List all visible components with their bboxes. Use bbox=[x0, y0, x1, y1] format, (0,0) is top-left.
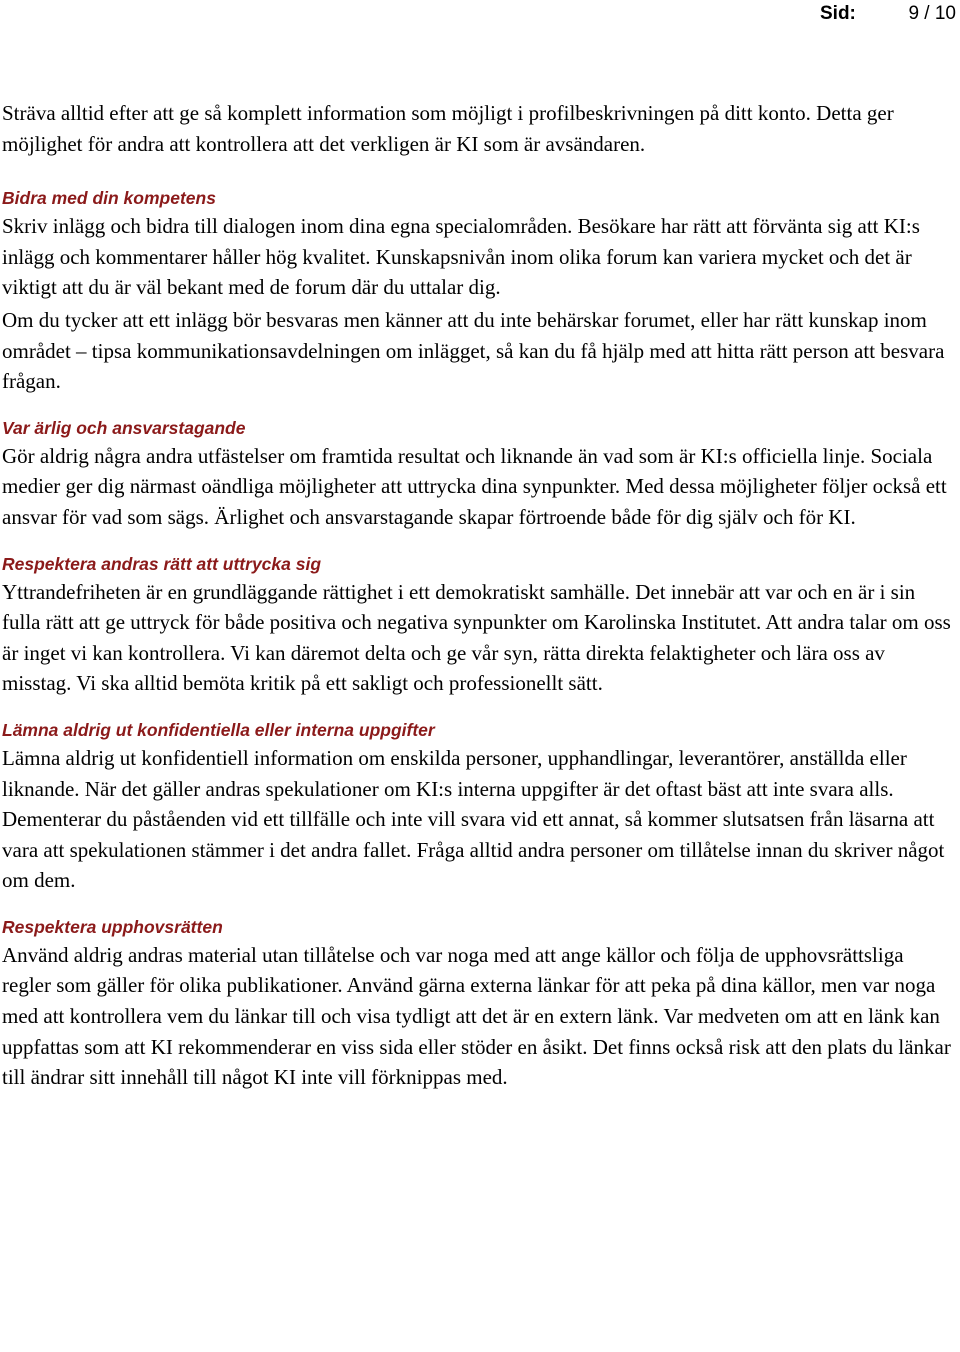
section-paragraph: Om du tycker att ett inlägg bör besvaras men känner att du inte behärskar forumet, eller har rätt kunskap inom området – tipsa kommunikationsavdelningen om inlägget, så kan du få hjälp med att hitta rätt person att besvara frågan. bbox=[2, 307, 945, 394]
intro-block bbox=[2, 98, 952, 159]
intro-paragraph: Sträva alltid efter att ge så komplett information som möjligt i profilbeskrivningen på ditt konto. Detta ger möjlighet för andra att kontrollera att det verkligen är KI som är avsändaren. bbox=[2, 101, 894, 156]
page-label: Sid: bbox=[820, 3, 856, 24]
section-paragraph: Lämna aldrig ut konfidentiell information om enskilda personer, upphandlingar, leverantörer, anställda eller liknande. När det gäller andras spekulationer om KI:s interna uppgifter är det oftast bäst att inte svara alls. Dementerar du påståenden vid ett tillfälle och inte vill svara vid ett annat, så kommer slutsatsen från läsarna att vara att spekulationen stämmer i det andra fallet. Fråga alltid andra personer om tillåtelse innan du skriver något om dem. bbox=[2, 745, 945, 893]
section-heading: Respektera upphovsrätten bbox=[2, 916, 223, 937]
section-arlig bbox=[2, 417, 952, 533]
page-header bbox=[0, 0, 960, 28]
section-heading: Var ärlig och ansvarstagande bbox=[2, 417, 246, 438]
page-number: 9 / 10 bbox=[908, 3, 956, 24]
section-paragraph: Använd aldrig andras material utan tillåtelse och var noga med att ange källor och följa de upphovsrättsliga regler som gäller för olika publikationer. Använd gärna externa länkar för att peka på dina källor, men var noga med att kontrollera vem du länkar till och visa tydligt att det är en extern länk. Var medveten om att en länk kan uppfattas som att KI rekommenderar en viss sida eller stöder en åsikt. Det finns också risk att den plats du länkar till ändrar sitt innehåll till något KI inte vill förknippas med. bbox=[2, 942, 951, 1090]
section-paragraph: Gör aldrig några andra utfästelser om framtida resultat och liknande än vad som är KI:s officiella linje. Sociala medier ger dig närmast oändliga möjligheter att uttrycka dina synpunkter. Med dessa möjligheter följer också ett ansvar för vad som sägs. Ärlighet och ansvarstagande skapar förtroende både för dig själv och för KI. bbox=[2, 443, 947, 529]
section-paragraph: Yttrandefriheten är en grundläggande rättighet i ett demokratiskt samhälle. Det innebär att var och en är i sin fulla rätt att ge uttryck för både positiva och negativa synpunkter om Karolinska Institutet. Att andra talar om oss är inget vi kan kontrollera. Vi kan däremot delta och ge vår syn, rätta direkta felaktigheter och lära oss av misstag. Vi ska alltid bemöta kritik på ett sakligt och professionellt sätt. bbox=[2, 579, 951, 696]
section-konfidentiella bbox=[2, 719, 952, 896]
section-heading: Lämna aldrig ut konfidentiella eller interna uppgifter bbox=[2, 719, 435, 740]
document-body bbox=[2, 98, 952, 1093]
section-heading: Respektera andras rätt att uttrycka sig bbox=[2, 553, 322, 574]
section-heading: Bidra med din kompetens bbox=[2, 188, 216, 209]
section-bidra bbox=[2, 187, 952, 397]
section-paragraph: Skriv inlägg och bidra till dialogen inom dina egna specialområden. Besökare har rätt att förvänta sig att KI:s inlägg och kommentarer håller hög kvalitet. Kunskapsnivån inom olika forum kan variera mycket och det är viktigt att du är väl bekant med de forum där du uttalar dig. bbox=[2, 214, 920, 300]
section-respektera-andras bbox=[2, 553, 952, 699]
section-upphovsratten bbox=[2, 916, 952, 1093]
